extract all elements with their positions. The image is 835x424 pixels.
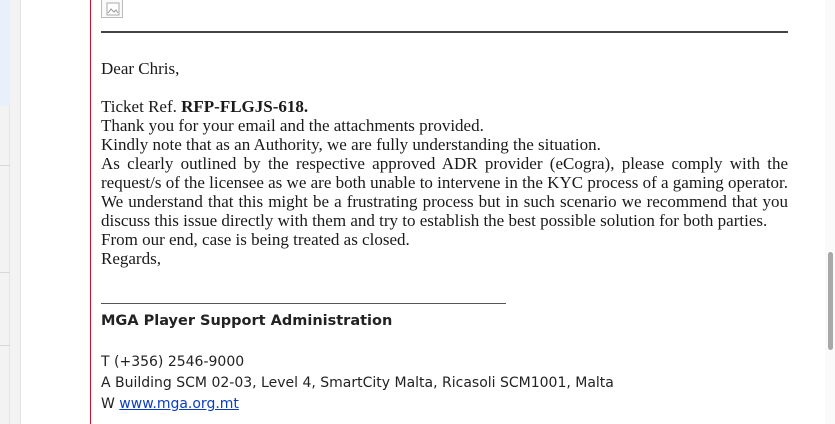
body-line-thanks: Thank you for your email and the attachments provided. xyxy=(101,116,484,135)
header-separator xyxy=(101,31,788,33)
signature-web-prefix: W xyxy=(101,396,120,412)
signature-block xyxy=(101,311,701,415)
greeting: Dear Chris, xyxy=(101,59,180,78)
ticket-ref: RFP-FLGJS-618. xyxy=(181,97,309,116)
signature-address: A Building SCM 02-03, Level 4, SmartCity Malta, Ricasoli SCM1001, Malta xyxy=(101,375,614,391)
folder-pane-edge xyxy=(0,0,10,424)
selected-item-highlight xyxy=(0,0,10,106)
ticket-line xyxy=(101,97,788,116)
signature-separator xyxy=(101,303,506,304)
body-paragraph-adr: As clearly outlined by the respective approved ADR provider (eCogra), please comply with the request/s of the licensee as we are both unable to intervene in the KYC process of a gaming operator. We understand that this might be a frustrating process but in such scenario we recommend that you discuss this issue directly with them and try to establish the best possible solution for both parties. xyxy=(101,154,788,230)
ticket-label: Ticket Ref. xyxy=(101,97,182,116)
vertical-scrollbar[interactable] xyxy=(825,0,835,424)
divider xyxy=(0,272,10,273)
divider xyxy=(0,345,10,346)
sign-off: Regards, xyxy=(101,249,161,268)
body-line-authority: Kindly note that as an Authority, we are fully understanding the situation. xyxy=(101,135,601,154)
scrollbar-thumb[interactable] xyxy=(828,252,833,350)
website-link[interactable]: www.mga.org.mt xyxy=(119,396,239,412)
quoted-message-bar xyxy=(90,0,91,424)
email-body xyxy=(101,59,788,268)
divider xyxy=(0,165,10,166)
signature-web xyxy=(101,394,701,415)
body-line-closed: From our end, case is being treated as closed. xyxy=(101,230,410,249)
pane-gutter xyxy=(10,0,21,424)
signature-phone: T (+356) 2546-9000 xyxy=(101,354,245,370)
signature-name: MGA Player Support Administration xyxy=(101,313,393,329)
broken-image-icon[interactable] xyxy=(101,0,123,18)
